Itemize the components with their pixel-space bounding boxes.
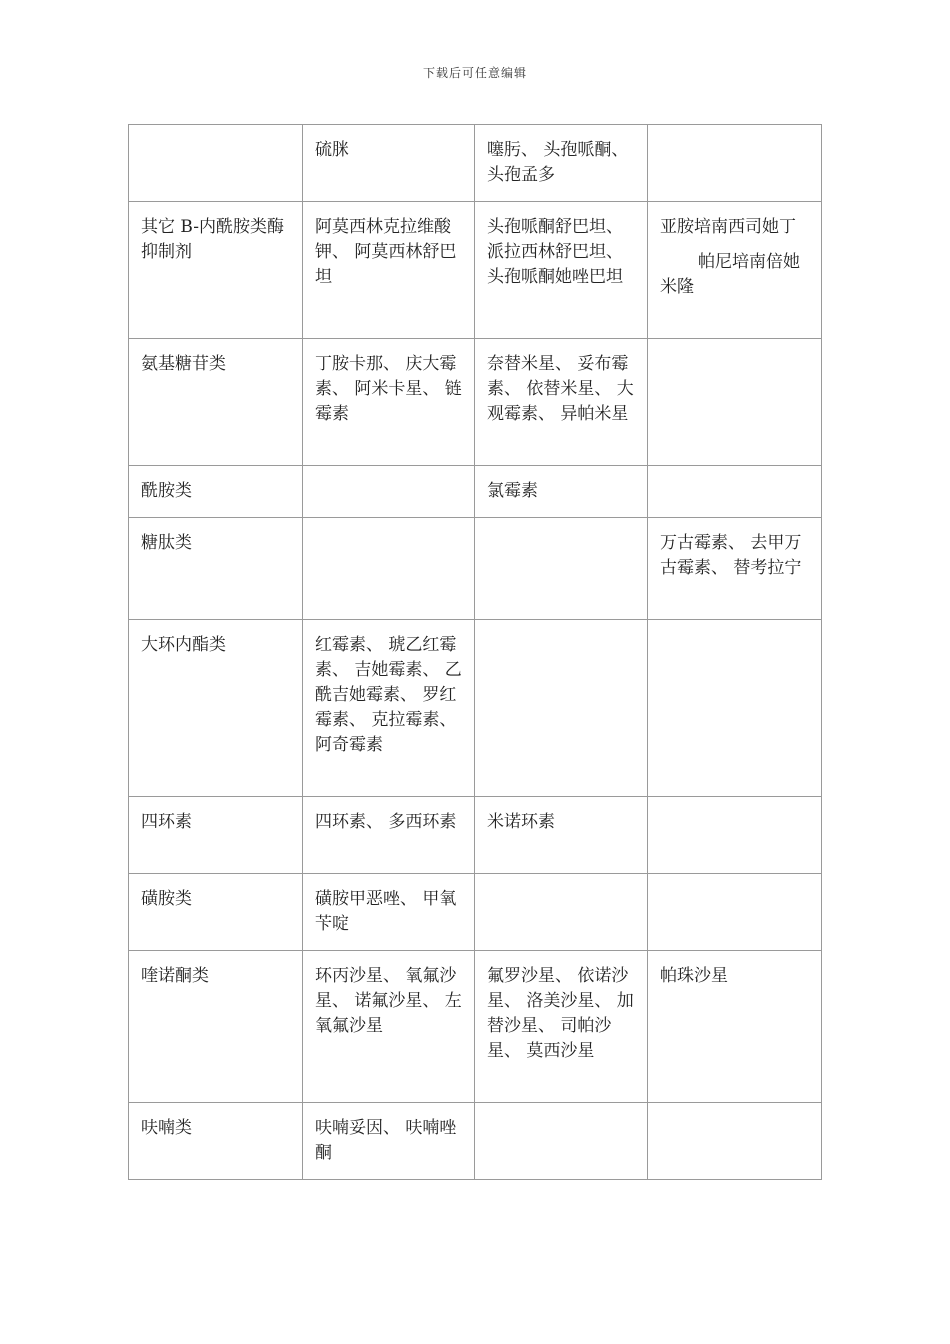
table-cell: 米诺环素 — [475, 797, 648, 874]
table-cell — [129, 125, 303, 202]
table-cell: 呋喃类 — [129, 1103, 303, 1180]
table-row — [129, 874, 822, 951]
table-cell: 磺胺甲恶唑、 甲氧苄啶 — [303, 874, 475, 951]
table-row — [129, 518, 822, 620]
table-cell: 磺胺类 — [129, 874, 303, 951]
table-row — [129, 202, 822, 339]
table-cell — [475, 1103, 648, 1180]
table-row — [129, 466, 822, 518]
table-cell: 糖肽类 — [129, 518, 303, 620]
table-cell — [648, 466, 822, 518]
drug-classification-table — [128, 124, 822, 1180]
table-row — [129, 125, 822, 202]
table-cell: 呋喃妥因、 呋喃唑酮 — [303, 1103, 475, 1180]
page-header: 下载后可任意编辑 — [422, 66, 527, 80]
table-cell: 万古霉素、 去甲万古霉素、 替考拉宁 — [648, 518, 822, 620]
table-cell: 大环内酯类 — [129, 620, 303, 797]
table-row — [129, 951, 822, 1103]
table-cell: 噻肟、 头孢哌酮、 头孢孟多 — [475, 125, 648, 202]
table-cell — [303, 518, 475, 620]
table-cell: 头孢哌酮舒巴坦、 派拉西林舒巴坦、 头孢哌酮她唑巴坦 — [475, 202, 648, 339]
table-cell: 红霉素、 琥乙红霉素、 吉她霉素、 乙酰吉她霉素、 罗红霉素、 克拉霉素、 阿奇霉素 — [303, 620, 475, 797]
table-cell — [648, 339, 822, 466]
table-cell: 帕珠沙星 — [648, 951, 822, 1103]
table-cell — [648, 797, 822, 874]
table-cell — [648, 874, 822, 951]
table-cell: 四环素 — [129, 797, 303, 874]
table-cell: 丁胺卡那、 庆大霉素、 阿米卡星、 链霉素 — [303, 339, 475, 466]
table-cell — [648, 1103, 822, 1180]
table-cell: 环丙沙星、 氧氟沙星、 诺氟沙星、 左氧氟沙星 — [303, 951, 475, 1103]
table-cell: 氨基糖苷类 — [129, 339, 303, 466]
table-cell: 其它 B-内酰胺类酶抑制剂 — [129, 202, 303, 339]
table-cell: 阿莫西林克拉维酸钾、 阿莫西林舒巴坦 — [303, 202, 475, 339]
table-cell — [648, 125, 822, 202]
table-cell — [475, 620, 648, 797]
table-cell: 硫脒 — [303, 125, 475, 202]
table-cell: 喹诺酮类 — [129, 951, 303, 1103]
table-row — [129, 620, 822, 797]
table-cell — [303, 466, 475, 518]
table-cell: 奈替米星、 妥布霉素、 依替米星、 大观霉素、 异帕米星 — [475, 339, 648, 466]
table-row — [129, 1103, 822, 1180]
cell-text: 亚胺培南西司她丁 — [660, 217, 796, 237]
table-row — [129, 797, 822, 874]
table-cell — [475, 518, 648, 620]
cell-text-extra: 帕尼培南倍她米隆 — [660, 252, 800, 297]
table-cell — [648, 620, 822, 797]
table-cell: 四环素、 多西环素 — [303, 797, 475, 874]
table-cell — [475, 874, 648, 951]
table-cell: 氟罗沙星、 依诺沙星、 洛美沙星、 加替沙星、 司帕沙星、 莫西沙星 — [475, 951, 648, 1103]
table-cell — [648, 202, 822, 339]
table-row — [129, 339, 822, 466]
table-cell: 酰胺类 — [129, 466, 303, 518]
table-cell: 氯霉素 — [475, 466, 648, 518]
